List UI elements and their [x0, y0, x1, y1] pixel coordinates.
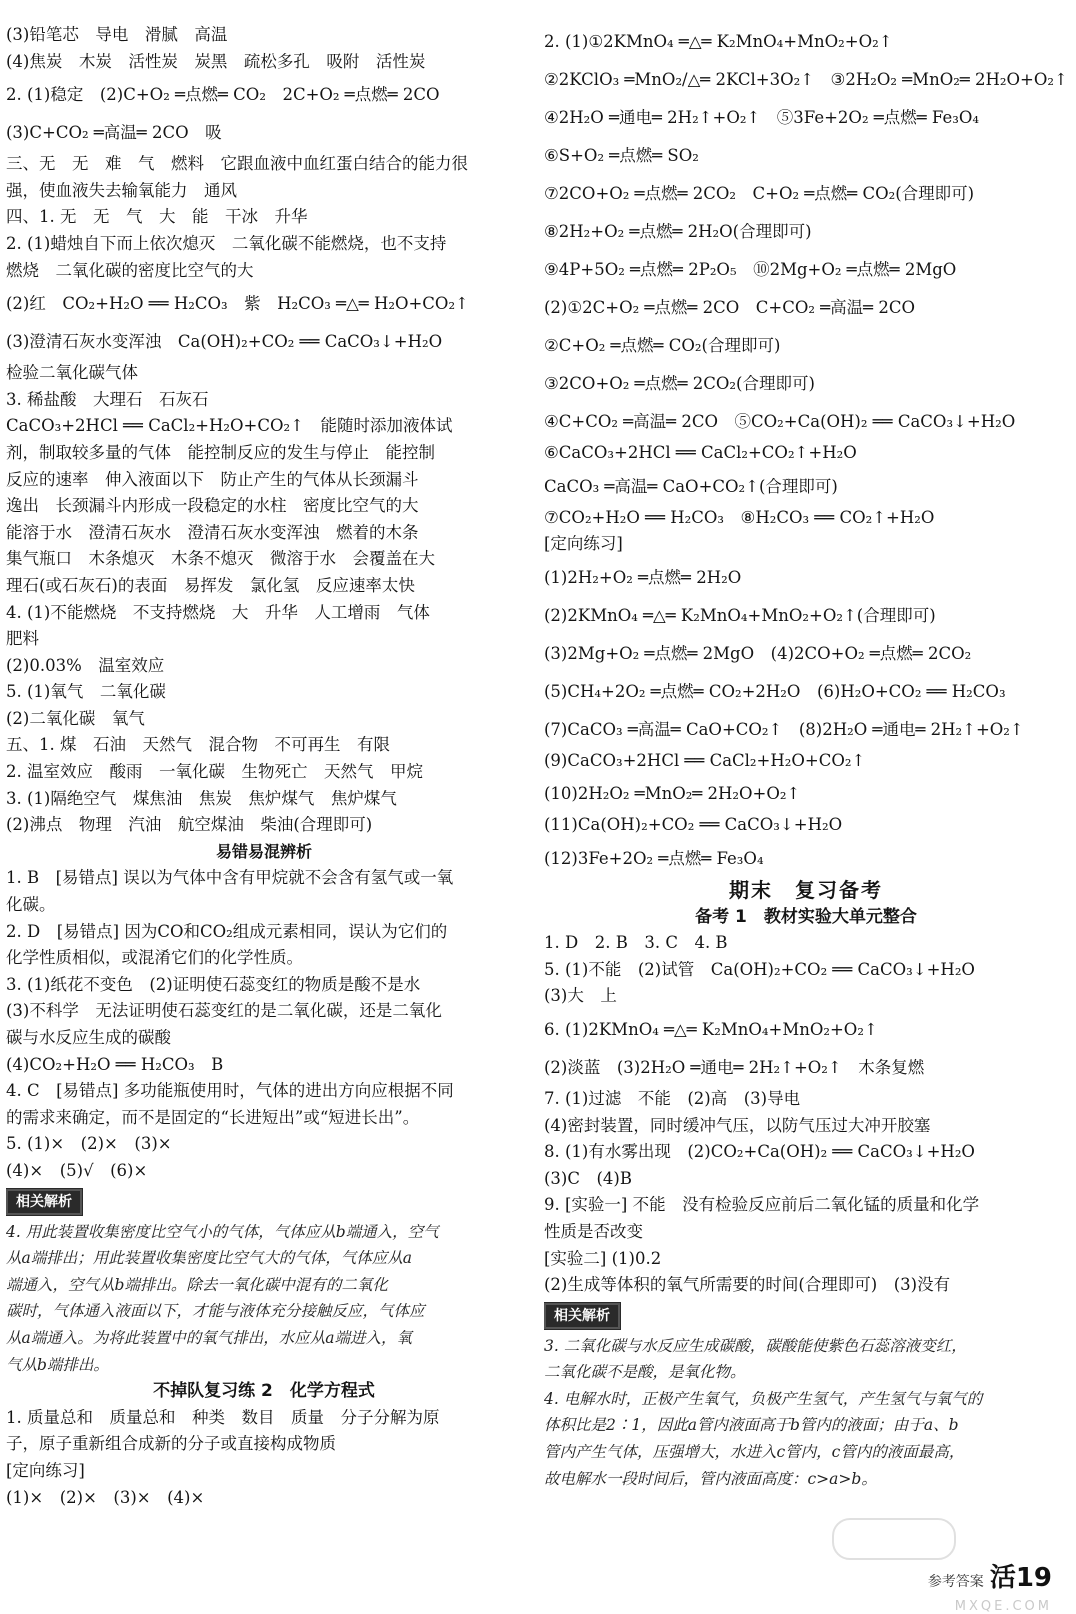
answer-line: (9)CaCO₃+2HCl ══ CaCl₂+H₂O+CO₂↑: [544, 750, 866, 770]
answer-line: 逸出 长颈漏斗内形成一段稳定的水柱 密度比空气的大: [6, 496, 419, 516]
answer-line: ②C+O₂ ═点燃═ CO₂(合理即可): [544, 336, 781, 355]
answer-line: 3. 二氧化碳与水反应生成碳酸，碳酸能使紫色石蕊溶液变红，: [544, 1336, 967, 1355]
answer-line: ④C+CO₂ ═高温═ 2CO ⑤CO₂+Ca(OH)₂ ══ CaCO₃↓+H₂O: [544, 412, 1016, 431]
answer-line: 五、1. 煤 石油 天然气 混合物 不可再生 有限: [6, 735, 390, 755]
answer-line: 2. 温室效应 酸雨 一氧化碳 生物死亡 天然气 甲烷: [6, 762, 423, 782]
answer-line: (3)C (4)B: [544, 1168, 632, 1188]
answer-line: 4. 用此装置收集密度比空气小的气体，气体应从b端通入，空气: [6, 1222, 439, 1241]
answer-line: (3)铅笔芯 导电 滑腻 高温: [6, 25, 228, 44]
answer-line: (11)Ca(OH)₂+CO₂ ══ CaCO₃↓+H₂O: [544, 815, 843, 835]
right-column: [544, 22, 1068, 1492]
answer-line: 1. B [易错点] 误以为气体中含有甲烷就不会含有氢气或一氧: [6, 868, 454, 888]
answer-line: 2. (1)①2KMnO₄ ═△═ K₂MnO₄+MnO₂+O₂↑: [544, 32, 893, 51]
answer-line: 反应的速率 伸入液面以下 防止产生的气体从长颈漏斗: [6, 469, 419, 489]
answer-line: 7. (1)过滤 不能 (2)高 (3)导电: [544, 1088, 801, 1108]
answer-line: (2)二氧化碳 氧气: [6, 708, 145, 728]
answer-line: 从a端通入。为将此装置中的氧气排出，水应从a端进入，氧: [6, 1328, 412, 1347]
site-watermark: MXQE.COM: [954, 1599, 1052, 1614]
answer-line: 理石(或石灰石)的表面 易挥发 氯化氢 反应速率太快: [6, 575, 415, 595]
answer-line: 4. (1)不能燃烧 不支持燃烧 大 升华 人工增雨 气体: [6, 602, 430, 622]
answer-line: ③2CO+O₂ ═点燃═ 2CO₂(合理即可): [544, 374, 815, 393]
answer-line: 3. (1)纸花不变色 (2)证明使石蕊变红的物质是酸不是水: [6, 974, 421, 994]
answer-line: (3)澄清石灰水变浑浊 Ca(OH)₂+CO₂ ══ CaCO₃↓+H₂O: [6, 332, 443, 352]
section-tag-label: 相关解析: [6, 1189, 82, 1215]
section-heading: 易错易混辨析: [215, 841, 312, 861]
answer-line: ⑥CaCO₃+2HCl ══ CaCl₂+CO₂↑+H₂O: [544, 443, 857, 462]
watermark-logo-icon: [832, 1518, 956, 1560]
answer-line: ⑨4P+5O₂ ═点燃═ 2P₂O₅ ⑩2Mg+O₂ ═点燃═ 2MgO: [544, 260, 957, 279]
answer-line: (2)沸点 物理 汽油 航空煤油 柴油(合理即可): [6, 815, 373, 835]
answer-line: 体积比是2∶1，因此a管内液面高于b管内的液面；由于a、b: [544, 1416, 959, 1435]
answer-line: (2)0.03% 温室效应: [6, 655, 165, 675]
answer-line: 9. [实验一] 不能 没有检验反应前后二氧化锰的质量和化学: [544, 1195, 980, 1215]
answer-line: (3)不科学 无法证明使石蕊变红的是二氧化碳，还是二氧化: [6, 1001, 442, 1021]
answer-line: ⑦CO₂+H₂O ══ H₂CO₃ ⑧H₂CO₃ ══ CO₂↑+H₂O: [544, 507, 935, 527]
answer-line: 1. D 2. B 3. C 4. B: [544, 933, 728, 953]
answer-line: (3)大 上: [544, 986, 617, 1006]
answer-line: ⑧2H₂+O₂ ═点燃═ 2H₂O(合理即可): [544, 222, 812, 241]
answer-line: 强，使血液失去输氧能力 通风: [6, 180, 237, 200]
section-heading: 期末 复习备考: [729, 877, 883, 902]
answer-line: (4)焦炭 木炭 活性炭 炭黑 疏松多孔 吸附 活性炭: [6, 51, 426, 71]
answer-line: ⑥S+O₂ ═点燃═ SO₂: [544, 146, 699, 165]
answer-line: (12)3Fe+2O₂ ═点燃═ Fe₃O₄: [544, 848, 764, 868]
section-tag-label: 相关解析: [544, 1303, 620, 1329]
answer-line: 能溶于水 澄清石灰水 澄清石灰水变浑浊 燃着的木条: [6, 522, 419, 542]
answer-line: (7)CaCO₃ ═高温═ CaO+CO₂↑ (8)2H₂O ═通电═ 2H₂↑+O₂↑: [544, 719, 1024, 739]
answer-line: 的需求来确定，而不是固定的“长进短出”或“短进长出”。: [6, 1107, 420, 1127]
answer-line: (4)× (5)√ (6)×: [6, 1160, 148, 1180]
answer-line: 5. (1)氧气 二氧化碳: [6, 682, 166, 702]
answer-line: CaCO₃+2HCl ══ CaCl₂+H₂O+CO₂↑ 能随时添加液体试: [6, 416, 453, 436]
answer-line: (2)生成等体积的氧气所需要的时间(合理即可) (3)没有: [544, 1275, 951, 1295]
answer-line: 二氧化碳不是酸，是氧化物。: [544, 1363, 746, 1382]
section-heading: 不掉队复习练 2 化学方程式: [153, 1381, 375, 1402]
answer-line: [定向练习]: [544, 534, 623, 554]
answer-line: (10)2H₂O₂ ═MnO₂═ 2H₂O+O₂↑: [544, 784, 801, 804]
section-tag: [6, 1185, 522, 1219]
answer-line: 6. (1)2KMnO₄ ═△═ K₂MnO₄+MnO₂+O₂↑: [544, 1019, 878, 1039]
page-number: 活19: [989, 1563, 1052, 1593]
answer-line: 气从b端排出。: [6, 1355, 109, 1374]
answer-line: 集气瓶口 木条熄灭 木条不熄灭 微溶于水 会覆盖在大: [6, 549, 435, 569]
answer-line: 化学性质相似，或混淆它们的化学性质。: [6, 948, 303, 968]
left-column: [6, 22, 522, 1511]
answer-line: [实验二] (1)0.2: [544, 1248, 662, 1268]
answer-line: (1)2H₂+O₂ ═点燃═ 2H₂O: [544, 567, 742, 587]
answer-line: 2. (1)蜡烛自下而上依次熄灭 二氧化碳不能燃烧，也不支持: [6, 233, 447, 253]
answer-line: 3. 稀盐酸 大理石 石灰石: [6, 389, 209, 409]
answer-line: 2. (1)稳定 (2)C+O₂ ═点燃═ CO₂ 2C+O₂ ═点燃═ 2CO: [6, 85, 440, 105]
answer-line: 肥料: [6, 629, 39, 649]
answer-line: 2. D [易错点] 因为CO和CO₂组成元素相同，误认为它们的: [6, 921, 448, 941]
answer-line: 碳时，气体通入液面以下，才能与液体充分接触反应，气体应: [6, 1302, 425, 1321]
answer-line: 8. (1)有水雾出现 (2)CO₂+Ca(OH)₂ ══ CaCO₃↓+H₂O: [544, 1142, 975, 1162]
answer-line: 管内产生气体，压强增大，水进入c管内，c管内的液面最高，: [544, 1443, 965, 1462]
answer-line: ⑦2CO+O₂ ═点燃═ 2CO₂ C+O₂ ═点燃═ CO₂(合理即可): [544, 184, 975, 203]
answer-line: 端通入，空气从b端排出。除去一氧化碳中混有的二氧化: [6, 1275, 388, 1294]
answer-line: 性质是否改变: [544, 1221, 643, 1241]
answer-line: 3. (1)隔绝空气 煤焦油 焦炭 焦炉煤气 焦炉煤气: [6, 788, 397, 808]
answer-line: 1. 质量总和 质量总和 种类 数目 质量 分子分解为原: [6, 1407, 440, 1427]
answer-line: ④2H₂O ═通电═ 2H₂↑+O₂↑ ⑤3Fe+2O₂ ═点燃═ Fe₃O₄: [544, 108, 979, 127]
answer-line: (1)× (2)× (3)× (4)×: [6, 1487, 205, 1507]
answer-line: 5. (1)× (2)× (3)×: [6, 1134, 172, 1154]
answer-line: 碳与水反应生成的碳酸: [6, 1028, 171, 1047]
answer-line: 燃烧 二氧化碳的密度比空气的大: [6, 260, 254, 280]
answer-line: 剂，制取较多量的气体 能控制反应的发生与停止 能控制: [6, 442, 435, 462]
answer-line: (4)CO₂+H₂O ══ H₂CO₃ B: [6, 1054, 224, 1074]
answer-line: (5)CH₄+2O₂ ═点燃═ CO₂+2H₂O (6)H₂O+CO₂ ══ H₂CO₃: [544, 681, 1006, 701]
answer-line: 4. 电解水时，正极产生氧气，负极产生氢气，产生氢气与氧气的: [544, 1389, 983, 1408]
answer-line: 子，原子重新组合成新的分子或直接构成物质: [6, 1434, 336, 1454]
answer-line: (3)2Mg+O₂ ═点燃═ 2MgO (4)2CO+O₂ ═点燃═ 2CO₂: [544, 643, 972, 663]
answer-line: 化碳。: [6, 895, 56, 915]
answer-line: (2)淡蓝 (3)2H₂O ═通电═ 2H₂↑+O₂↑ 木条复燃: [544, 1057, 925, 1077]
answer-line: CaCO₃ ═高温═ CaO+CO₂↑(合理即可): [544, 476, 838, 496]
answer-line: 四、1. 无 无 气 大 能 干冰 升华: [6, 207, 308, 227]
answer-line: (3)C+CO₂ ═高温═ 2CO 吸: [6, 123, 222, 143]
footer-label: 参考答案: [927, 1574, 984, 1590]
answer-line: (2)2KMnO₄ ═△═ K₂MnO₄+MnO₂+O₂↑(合理即可): [544, 605, 936, 625]
answer-line: (2)红 CO₂+H₂O ══ H₂CO₃ 紫 H₂CO₃ ═△═ H₂O+CO₂↑: [6, 294, 469, 314]
answer-line: [定向练习]: [6, 1460, 85, 1480]
section-tag: [544, 1299, 1068, 1333]
answer-line: 5. (1)不能 (2)试管 Ca(OH)₂+CO₂ ══ CaCO₃↓+H₂O: [544, 959, 975, 979]
answer-line: 检验二氧化碳气体: [6, 363, 138, 383]
answer-line: (2)①2C+O₂ ═点燃═ 2CO C+CO₂ ═高温═ 2CO: [544, 298, 915, 317]
section-heading: 备考 1 教材实验大单元整合: [695, 906, 917, 927]
answer-line: (4)密封装置，同时缓冲气压，以防气压过大冲开胶塞: [544, 1115, 931, 1135]
answer-line: 4. C [易错点] 多功能瓶使用时，气体的进出方向应根据不同: [6, 1081, 454, 1101]
answer-line: 三、无 无 难 气 燃料 它跟血液中血红蛋白结合的能力很: [6, 154, 468, 174]
page-footer: [928, 1557, 1052, 1594]
answer-line: 从a端排出；用此装置收集密度比空气大的气体，气体应从a: [6, 1249, 412, 1268]
answer-line: ②2KClO₃ ═MnO₂/△═ 2KCl+3O₂↑ ③2H₂O₂ ═MnO₂═ 2H₂O+O₂↑: [544, 70, 1068, 89]
answer-line: 故电解水一段时间后，管内液面高度：c>a>b。: [544, 1469, 877, 1488]
